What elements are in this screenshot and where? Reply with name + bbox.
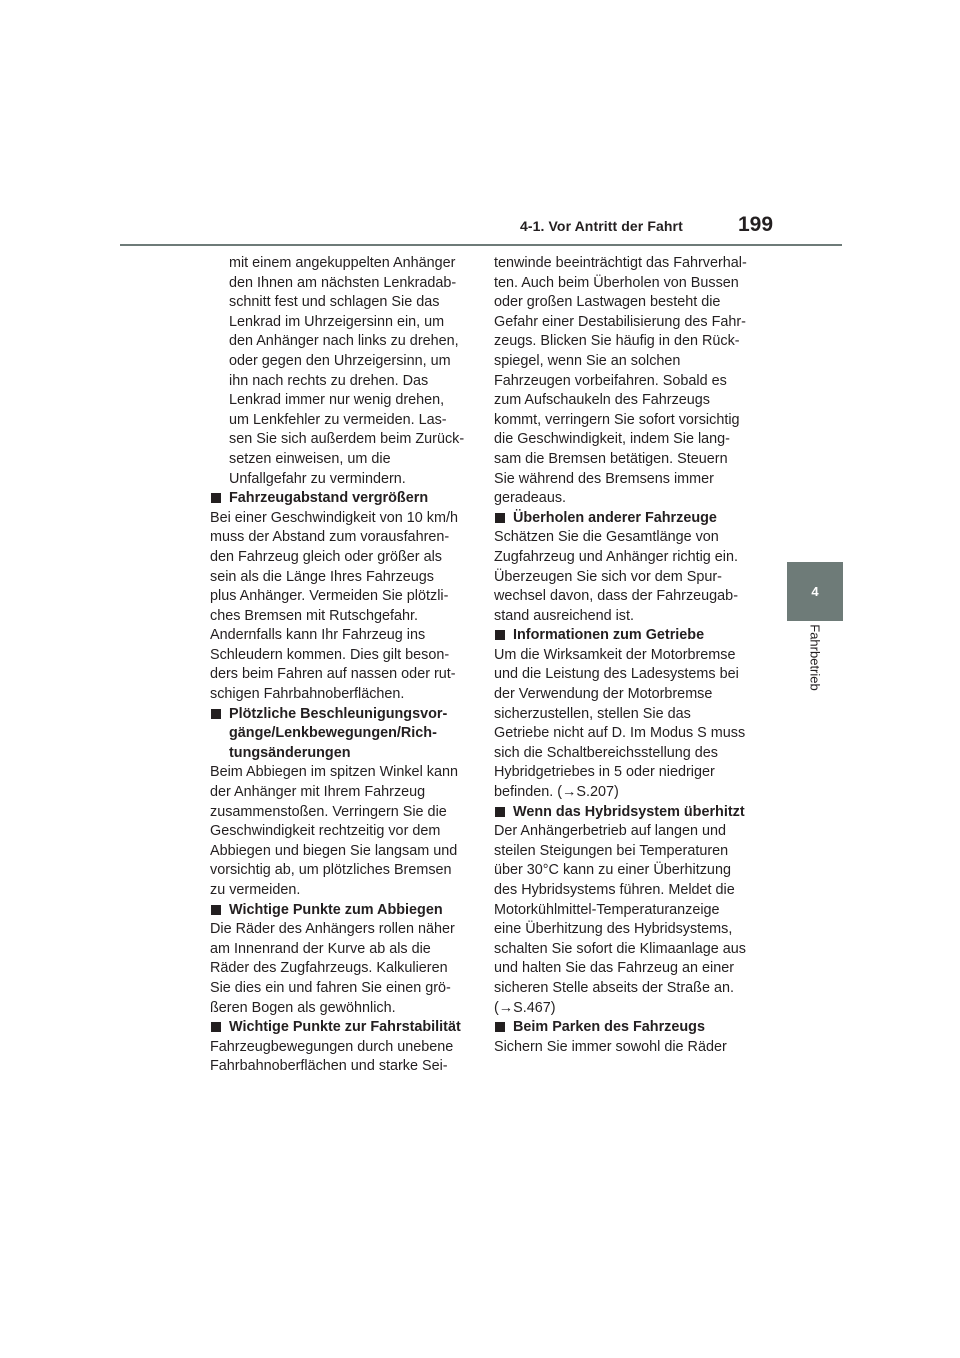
left-column [210,254,472,1077]
section-body: Schätzen Sie die Gesamtlänge von Zugfahrzeug und Anhänger richtig ein. Überzeugen Sie sich vor dem Spur- wechsel davon, dass der Fahrzeugab- stand ausreichend ist. [494,529,739,624]
square-bullet-icon [495,513,505,523]
right-column [494,254,756,1057]
section-heading: Fahrzeugabstand vergrößern [210,489,472,509]
chapter-tab [787,562,843,621]
section-heading: Beim Parken des Fahrzeugs [494,1018,756,1038]
square-bullet-icon [495,630,505,640]
square-bullet-icon [211,709,221,719]
square-bullet-icon [211,905,221,915]
section-heading: Wenn das Hybridsystem überhitzt [494,803,756,823]
section-heading: Plötzliche Beschleunigungsvor- gänge/Lenkbewegungen/Rich- tungsänderungen [210,705,472,764]
section-title: 4-1. Vor Antritt der Fahrt [520,218,683,234]
page-reference[interactable]: (→S.467) [494,999,556,1016]
square-bullet-icon [495,807,505,817]
section-body: Die Räder des Anhängers rollen näher am Innenrand der Kurve ab als die Räder des Zugfahrzeugs. Kalkulieren Sie dies ein und fahren Sie einen grö- ßeren Bogen als gewöhnlich. [210,921,455,1016]
chapter-title: Fahrbetrieb [807,623,823,691]
section-heading: Informationen zum Getriebe [494,626,756,646]
square-bullet-icon [495,1022,505,1032]
section-heading: Wichtige Punkte zur Fahrstabilität [210,1018,472,1038]
header-divider [120,244,842,246]
section-body: Um die Wirksamkeit der Motorbremse und die Leistung des Ladesystems bei der Verwendung der Motorbremse sicherzustellen, stellen Sie das Getriebe nicht auf D. Im Modus S muss sich die Schaltbereichsstellung des Hybridgetriebes in 5 oder niedriger befinden. (→S.207) [494,646,756,803]
section-body: Beim Abbiegen im spitzen Winkel kann der Anhänger mit Ihrem Fahrzeug zusammenstoßen. Verringern Sie die Geschwindigkeit rechtzeitig vor dem Abbiegen und biegen Sie langsam und vorsichtig ab, um plötzliches Bremsen zu vermeiden. [210,764,458,898]
chapter-number: 4 [811,584,819,599]
section-body: Der Anhängerbetrieb auf langen und steilen Steigungen bei Temperaturen über 30°C kann zu einer Überhitzung des Hybridsystems führen. Meldet die Motorkühlmittel-Temperaturanzeige eine Überhitzung des Hybridsystems, schalten Sie sofort die Klimaanlage aus und halten Sie das Fahrzeug an einer sicheren Stelle abseits der Straße an. (→S.467) [494,822,756,1018]
continuation-paragraph: mit einem angekuppelten Anhänger den Ihnen am nächsten Lenkradab- schnitt fest und schlagen Sie das Lenkrad im Uhrzeigersinn ein, um den Anhänger nach links zu drehen, oder gegen den Uhrzeigersinn, um ihn nach rechts zu drehen. Das Lenkrad immer nur wenig drehen, um Lenkfehler zu vermeiden. Las- sen Sie sich außerdem beim Zurück- setzen einweisen, um die Unfallgefahr zu vermindern. [229,255,465,487]
page-reference[interactable]: befinden. (→S.207) [494,784,619,801]
page-number: 199 [738,213,774,236]
section-heading: Wichtige Punkte zum Abbiegen [210,901,472,921]
section-heading: Überholen anderer Fahrzeuge [494,509,756,529]
section-body: Fahrzeugbewegungen durch unebene Fahrbahnoberflächen und starke Sei- [210,1038,454,1075]
continuation-paragraph: tenwinde beeinträchtigt das Fahrverhal- ten. Auch beim Überholen von Bussen oder großen Lastwagen besteht die Gefahr einer Destabilisierung des Fahr- zeugs. Blicken Sie häufig in den Rück- spiegel, wenn Sie an solchen Fahrzeugen vorbeifahren. Sobald es zum Aufschaukeln des Fahrzeugs kommt, verringern Sie sofort vorsichtig die Geschwindigkeit, indem Sie lang- sam die Bremsen betätigen. Steuern Sie während des Bremsens immer geradeaus. [494,255,747,507]
square-bullet-icon [211,493,221,503]
square-bullet-icon [211,1022,221,1032]
chapter-label [787,623,843,691]
section-body: Bei einer Geschwindigkeit von 10 km/h muss der Abstand zum vorausfahren- den Fahrzeug gleich oder größer als sein als die Länge Ihres Fahrzeugs plus Anhänger. Vermeiden Sie plötzli- ches Bremsen mit Rutschgefahr. Andernfalls kann Ihr Fahrzeug ins Schleudern kommen. Dies gilt beson- ders beim Fahren auf nassen oder rut- schigen Fahrbahnoberflächen. [210,509,458,703]
section-body: Sichern Sie immer sowohl die Räder [494,1038,727,1055]
